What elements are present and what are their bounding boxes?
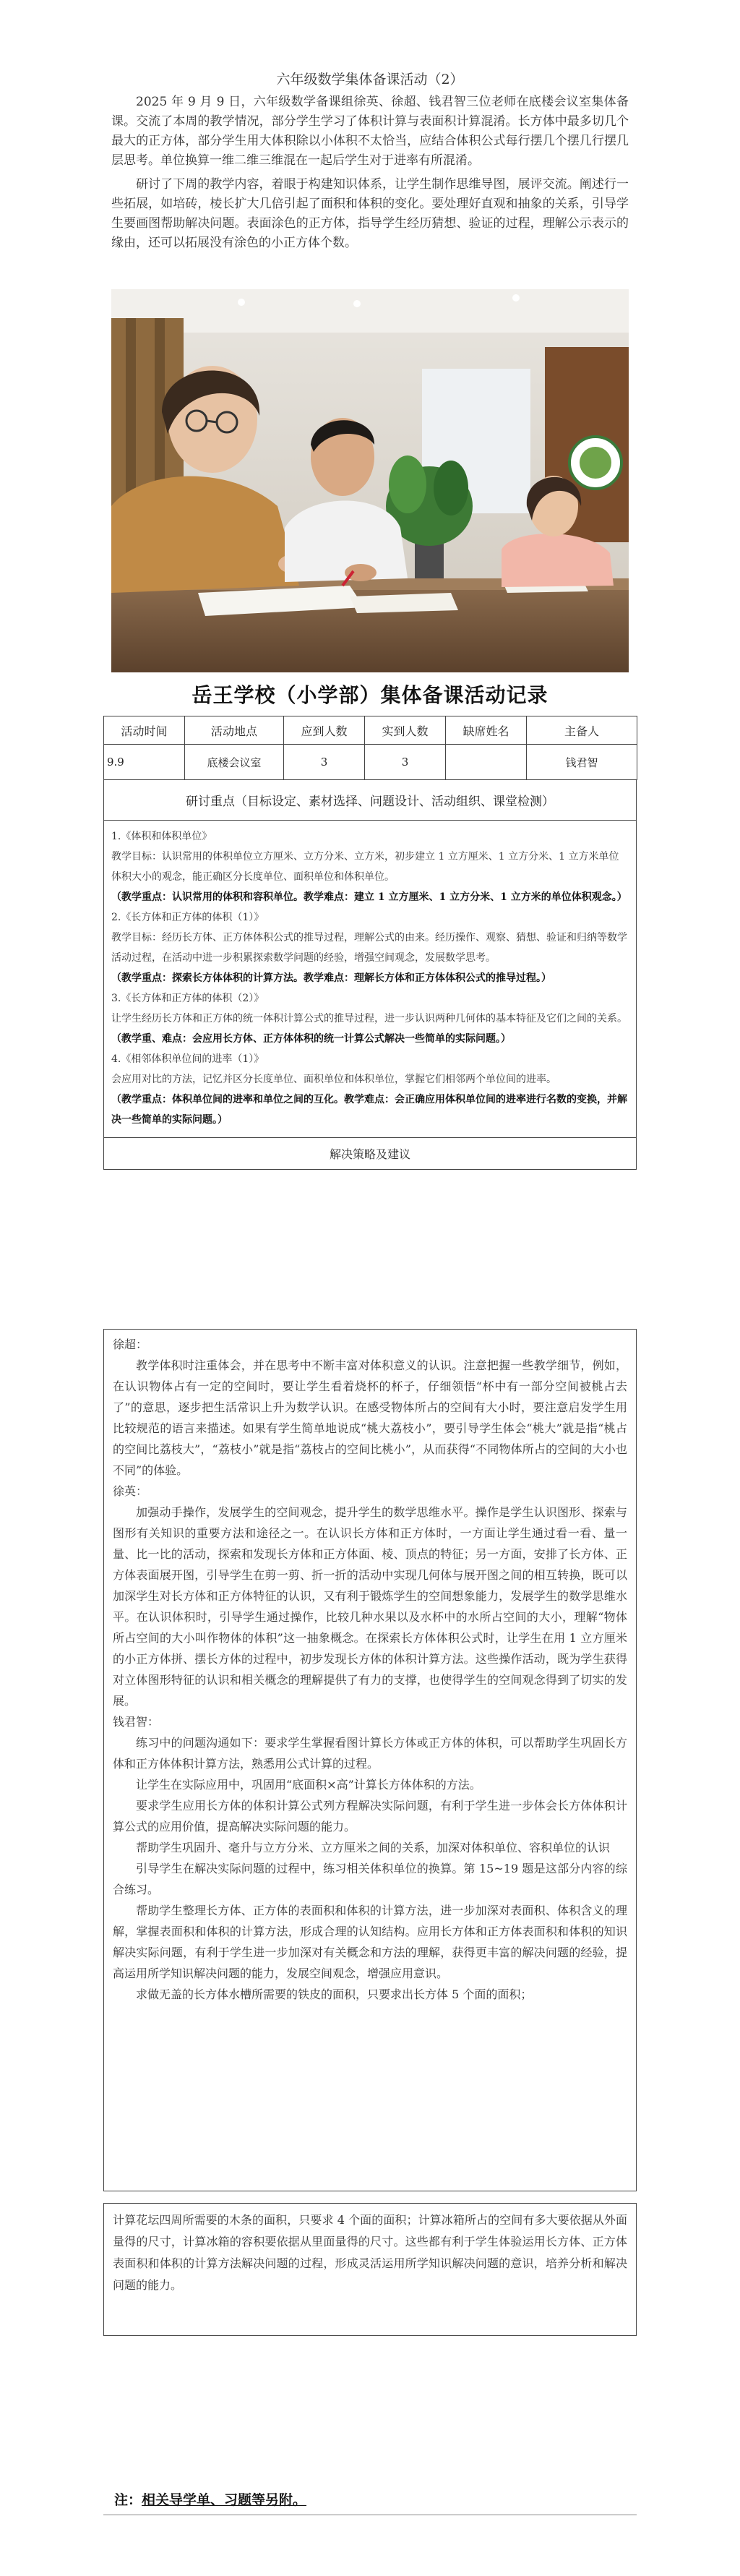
header-cell: 应到人数 (284, 716, 365, 745)
topic-key-point: （教学重点：体积单位间的进率和单位之间的互化。教学难点：会正确应用体积单位间的进率进行名数的变换，并解决一些简单的实际问题。） (111, 1094, 627, 1126)
note-paragraph: 练习中的问题沟通如下：要求学生掌握看图计算长方体或正方体的体积，可以帮助学生巩固长方体和正方体体积计算方法，熟悉用公式计算的过程。 (113, 1736, 627, 1771)
meeting-photo (111, 289, 629, 672)
note-paragraph: 帮助学生整理长方体、正方体的表面积和体积的计算方法，进一步加深对表面积、体积含义的理解，掌握表面积和体积的计算方法，形成合理的认知结构。应用长方体和正方体表面积和体积的知识解决实际问题，有利于学生进一步加深对有关概念和方法的理解，获得更丰富的解决问题的经验，提高运用所学知识解决问题的能力，发展空间观念，增强应用意识。 (113, 1904, 627, 1980)
footnote-text: 相关导学单、习题等另附。 (142, 2492, 307, 2508)
note-paragraph: 让学生在实际应用中，巩固用“底面积×高”计算长方体体积的方法。 (136, 1778, 481, 1792)
strategy-notes (103, 1329, 637, 2191)
info-value-row (104, 745, 637, 780)
info-table (103, 716, 637, 780)
activity-record (103, 716, 637, 1170)
article-paragraph: 2025 年 9 月 9 日，六年级数学备课组徐英、徐超、钱君智三位老师在底楼会议室集体备课。交流了本周的教学情况，部分学生学习了体积计算与表面积计算混淆。长方体中最多切几个最大的正方体，部分学生用大体积除以小体积不太恰当，应结合体积公式每行摆几个摆几行摆几层思考。单位换算一维二维三维混在一起后学生对于进率有所混淆。 (111, 95, 629, 168)
topic-line: 让学生经历长方体和正方体的统一体积计算公式的推导过程，进一步认识两种几何体的基本特征及它们之间的关系。 (111, 1013, 627, 1024)
discussion-heading: 研讨重点（目标设定、素材选择、问题设计、活动组织、课堂检测） (104, 780, 636, 821)
activity-time: 9.9 (104, 745, 185, 780)
teacher-name: 徐超： (113, 1338, 148, 1351)
footnote (114, 2489, 306, 2509)
footnote-label: 注： (114, 2492, 142, 2508)
header-cell: 缺席姓名 (446, 716, 527, 745)
strategy-heading: 解决策略及建议 (104, 1137, 636, 1169)
discussion-box (103, 780, 637, 1170)
info-header-row (104, 716, 637, 745)
absent-names (446, 745, 527, 780)
lead-preparer: 钱君智 (527, 745, 637, 780)
activity-location: 底楼会议室 (185, 745, 284, 780)
note-paragraph: 求做无盖的长方体水槽所需要的铁皮的面积，只要求出长方体 5 个面的面积； (136, 1987, 533, 2001)
note-paragraph: 加强动手操作，发展学生的空间观念，提升学生的数学思维水平。操作是学生认识图形、探索与图形有关知识的重要方法和途径之一。在认识长方体和正方体时，一方面让学生通过看一看、量一量、比一比的活动，探索和发现长方体和正方体面、棱、顶点的特征；另一方面，安排了长方体、正方体表面展开图，引导学生在剪一剪、折一折的活动中实现几何体与展开图之间的相互转换，既可以加深学生对长方体和正方体特征的认识，又有利于锻炼学生的空间想象能力，发展学生的数学思维水平。在认识体积时，引导学生通过操作，比较几种水果以及水杯中的水所占空间的大小，理解“物体所占空间的大小叫作物体的体积”这一抽象概念。在探索长方体体积公式时，让学生在用 1 立方厘米的小正方体拼、摆长方体的过程中，初步发现长方体的体积计算方法。这些操作活动，既为学生获得对立体图形特征的认识和相关概念的理解提供了有力的支撑，也使得学生的空间观念得到了切实的发展。 (113, 1505, 627, 1708)
topic-line: 4.《相邻体积单位间的进率（1）》 (111, 1053, 264, 1065)
topic-line: 1.《体积和体积单位》 (111, 831, 212, 842)
actual-count: 3 (365, 745, 446, 780)
note-paragraph: 教学体积时注重体会，并在思考中不断丰富对体积意义的认识。注意把握一些教学细节，例如，在认识物体占有一定的空间时，要让学生看着烧杯的杯子，仔细领悟“杯中有一部分空间被桃占去了”的意思，逐步把生活常识上升为数学认识。在感受物体所占的空间有大小时，要注意启发学生用比较规范的语言来描述。如果有学生简单地说成“桃大荔枝小”，要引导学生体会“桃大”就是指“桃占的空间比荔枝大”，“荔枝小”就是指“荔枝占的空间比桃小”，从而获得“不同物体所占的空间的大小也不同”的体验。 (113, 1358, 627, 1477)
discussion-topics (104, 821, 636, 1137)
article-paragraph: 研讨了下周的教学内容，着眼于构建知识体系，让学生制作思维导图，展评交流。阐述行一些拓展，如培砖，棱长扩大几倍引起了面积和体积的变化。要处理好直观和抽象的关系，引导学生要画图帮助解决问题。表面涂色的正方体，指导学生经历猜想、验证的过程，理解公示表示的缘由，还可以拓展没有涂色的小正方体个数。 (111, 177, 629, 250)
topic-key-point: （教学重点：认识常用的体积和容积单位。教学难点：建立 1 立方厘米、1 立方分米、1 立方米的单位体积观念。） (111, 891, 627, 903)
header-cell: 活动地点 (185, 716, 284, 745)
topic-key-point: （教学重、难点：会应用长方体、正方体体积的统一计算公式解决一些简单的实际问题。） (111, 1033, 511, 1045)
note-paragraph: 引导学生在解决实际问题的过程中，练习相关体积单位的换算。第 15~19 题是这部分内容的综合练习。 (113, 1862, 627, 1896)
header-cell: 活动时间 (104, 716, 185, 745)
article (111, 69, 629, 257)
topic-key-point: （教学重点：探索长方体体积的计算方法。教学难点：理解长方体和正方体体积公式的推导过程。） (111, 972, 551, 984)
header-cell: 主备人 (527, 716, 637, 745)
topic-line: 会应用对比的方法，记忆并区分长度单位、面积单位和体积单位，掌握它们相邻两个单位间的进率。 (111, 1074, 556, 1085)
strategy-notes-continued: 计算花坛四周所需要的木条的面积，只要求 4 个面的面积；计算冰箱所占的空间有多大要依据从外面量得的尺寸，计算冰箱的容积要依据从里面量得的尺寸。这些都有利于学生体验运用长方体、正方体表面积和体积的计算方法解决问题的过程，形成灵活运用所学知识解决问题的意识，培养分析和解决问题的能力。 (103, 2203, 637, 2336)
teacher-name: 钱君智： (113, 1715, 160, 1729)
teacher-name: 徐英： (113, 1484, 148, 1498)
record-title: 岳王学校（小学部）集体备课活动记录 (192, 683, 548, 707)
topic-line: 教学目标：认识常用的体积单位立方厘米、立方分米、立方米，初步建立 1 立方厘米、1 立方分米、1 立方米单位体积大小的观念，能正确区分长度单位、面积单位和体积单位。 (111, 851, 619, 883)
article-title: 六年级数学集体备课活动（2） (276, 72, 464, 87)
header-cell: 实到人数 (365, 716, 446, 745)
expected-count: 3 (284, 745, 365, 780)
note-paragraph: 帮助学生巩固升、毫升与立方分米、立方厘米之间的关系，加深对体积单位、容积单位的认识 (136, 1841, 611, 1854)
topic-line: 教学目标：经历长方体、正方体体积公式的推导过程，理解公式的由来。经历操作、观察、猜想、验证和归纳等数学活动过程，在活动中进一步积累探索数学问题的经验，增强空间观念，发展数学思考。 (111, 932, 627, 964)
topic-line: 3.《长方体和正方体的体积（2）》 (111, 993, 264, 1004)
note-paragraph: 要求学生应用长方体的体积计算公式列方程解决实际问题，有利于学生进一步体会长方体体积计算公式的应用价值，提高解决实际问题的能力。 (113, 1799, 627, 1833)
topic-line: 2.《长方体和正方体的体积（1）》 (111, 912, 264, 923)
